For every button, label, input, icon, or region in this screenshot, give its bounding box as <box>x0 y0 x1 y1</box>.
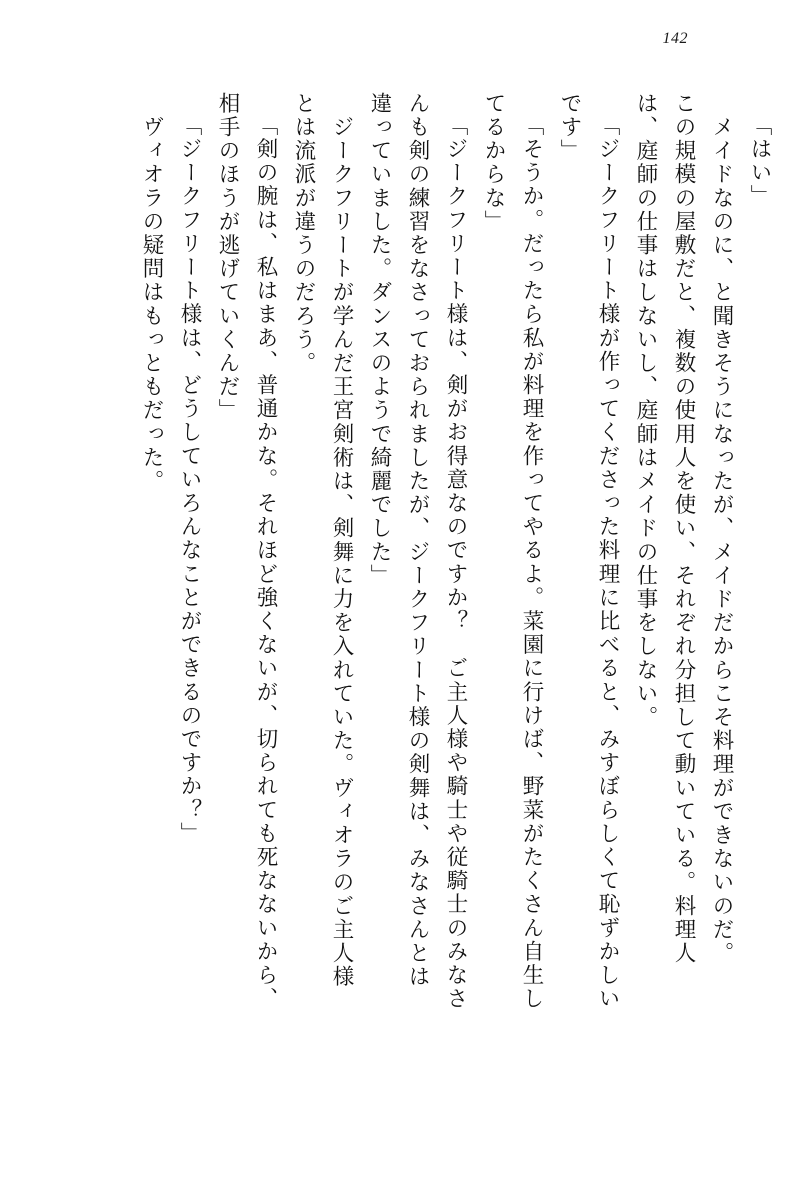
text-line: 「はい」 <box>748 114 772 209</box>
text-line: 「剣の腕は、私はまあ、普通かな。それほど強くないが、切られても死なないから、 <box>254 114 278 1011</box>
text-line: てるからな」 <box>482 92 506 234</box>
text-line: 「ジークフリート様は、どうしていろんなことができるのですか？」 <box>178 114 202 846</box>
text-line: ヴィオラの疑問はもっともだった。 <box>140 92 164 494</box>
text-line: とは流派が違うのだろう。 <box>292 92 316 376</box>
text-line: 「そうか。だったら私が料理を作ってやるよ。菜園に行けば、野菜がたくさん自生し <box>520 114 544 1011</box>
text-line: この規模の屋敷だと、複数の使用人を使い、それぞれ分担して動いている。料理人 <box>672 92 696 966</box>
text-line: は、庭師の仕事はしないし、庭師はメイドの仕事をしない。 <box>634 92 658 730</box>
text-line: んも剣の練習をなさっておられましたが、ジークフリート様の剣舞は、みなさんとは <box>406 92 430 989</box>
text-line: メイドなのに、と聞きそうになったが、メイドだからこそ料理ができないのだ。 <box>710 92 734 966</box>
text-line: 違っていました。ダンスのようで綺麗でした」 <box>368 92 392 588</box>
page-number: 142 <box>662 30 688 47</box>
text-line: 「ジークフリート様が作ってくださった料理に比べると、みすぼらしくて恥ずかしい <box>596 114 620 1011</box>
text-line: ジークフリートが学んだ王宮剣術は、剣舞に力を入れていた。ヴィオラのご主人様 <box>330 92 354 989</box>
vertical-body-text <box>22 92 770 1148</box>
text-line: 相手のほうが逃げていくんだ」 <box>216 92 240 423</box>
text-line: です」 <box>558 92 582 163</box>
text-line: 「ジークフリート様は、剣がお得意なのですか？ ご主人様や騎士や従騎士のみなさ <box>444 114 468 1011</box>
